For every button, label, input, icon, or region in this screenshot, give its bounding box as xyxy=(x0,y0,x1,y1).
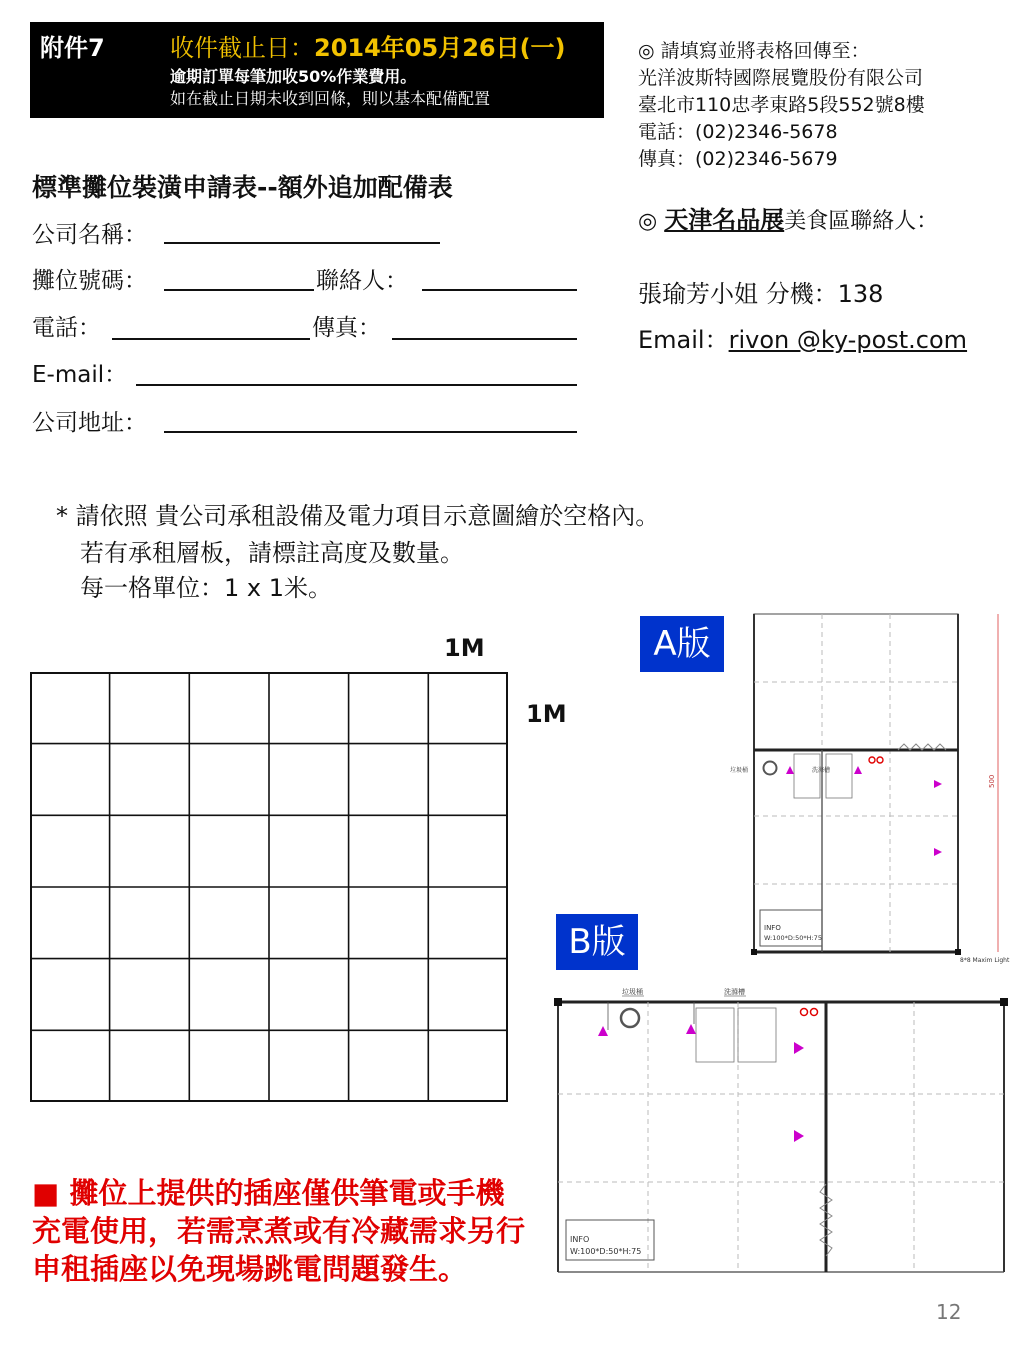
booth-no-label: 攤位號碼： xyxy=(32,268,147,294)
organizer-contact xyxy=(638,200,938,235)
note-line-3: 每一格單位：1 x 1米。 xyxy=(80,574,332,602)
email-label: Email： xyxy=(638,326,729,354)
company-name-label: 公司名稱： xyxy=(32,222,147,248)
deadline-label: 收件截止日： xyxy=(170,34,314,62)
plug-icon xyxy=(801,1009,808,1016)
page-number: 12 xyxy=(936,1300,962,1324)
plug-icon xyxy=(877,757,883,763)
contact-person-label: 聯絡人： xyxy=(316,268,408,294)
plan-b-badge: B版 xyxy=(556,914,638,970)
return-contact xyxy=(638,38,925,173)
contact-person-field[interactable] xyxy=(422,289,577,291)
grid-side-label: 1M xyxy=(526,700,567,728)
fax-label: 傳真： xyxy=(312,315,381,341)
default-config-note: 如在截止日期未收到回條，則以基本配備配置 xyxy=(170,89,491,108)
plan-a-diagram xyxy=(728,604,1020,966)
contact-person: 張瑜芳小姐 分機：138 xyxy=(638,280,884,308)
socket-icon xyxy=(794,1130,804,1142)
socket-icon xyxy=(934,780,942,788)
drawing-grid[interactable] xyxy=(30,672,508,1102)
grid-lines xyxy=(30,672,508,1102)
socket-icon xyxy=(598,1026,608,1036)
note-line-1: * 請依照 貴公司承租設備及電力項目示意圖繪於空格內。 xyxy=(56,502,660,530)
company-phone: 電話：(02)2346-5678 xyxy=(638,121,838,143)
email-field-label: E-mail： xyxy=(32,362,128,388)
plan-a-info-size: W:100*D:50*H:75 xyxy=(764,934,822,942)
plan-b-trash-label: 垃圾桶 xyxy=(622,988,643,996)
company-fax: 傳真：(02)2346-5679 xyxy=(638,148,838,170)
email-link[interactable]: rivon @ky-post.com xyxy=(728,326,968,354)
event-name: 天津名品展 xyxy=(664,206,785,234)
note-line-2: 若有承租層板，請標註高度及數量。 xyxy=(80,539,464,567)
socket-icon xyxy=(786,766,794,774)
company-address: 臺北市110忠孝東路5段552號8樓 xyxy=(638,94,925,116)
socket-icon xyxy=(934,848,942,856)
return-instruction: ◎ 請填寫並將表格回傳至： xyxy=(638,40,870,62)
socket-icon xyxy=(794,1042,804,1054)
form-title: 標準攤位裝潢申請表--額外追加配備表 xyxy=(32,173,453,202)
socket-icon xyxy=(686,1024,696,1034)
socket-warning: ■ 攤位上提供的插座僅供筆電或手機充電使用，若需烹煮或有冷藏需求另行申租插座以免現場跳電問題發生。 xyxy=(32,1176,526,1286)
contact-email xyxy=(638,320,967,355)
grid-top-label: 1M xyxy=(444,634,485,662)
header-banner xyxy=(30,22,604,118)
sink-icon xyxy=(738,1008,776,1062)
deadline-date: 2014年05月26日(一) xyxy=(314,34,566,62)
plan-b-sink-label: 洗滌槽 xyxy=(724,988,745,996)
sink-icon xyxy=(696,1008,734,1062)
plug-icon xyxy=(811,1009,818,1016)
email-field[interactable] xyxy=(136,384,577,386)
plan-a-info-title: INFO xyxy=(764,924,781,932)
booth-no-field[interactable] xyxy=(164,289,314,291)
attachment-tag: 附件7 xyxy=(40,34,105,62)
sink-icon xyxy=(794,754,820,798)
fax-field[interactable] xyxy=(392,338,577,340)
trash-bin-icon xyxy=(621,1009,639,1027)
phone-label: 電話： xyxy=(32,315,101,341)
sink-icon xyxy=(826,754,852,798)
phone-field[interactable] xyxy=(112,338,310,340)
plug-icon xyxy=(869,757,875,763)
late-fee-note: 逾期訂單每筆加收50%作業費用。 xyxy=(170,67,417,86)
plan-b-info-size: W:100*D:50*H:75 xyxy=(570,1247,642,1256)
plan-b-info-title: INFO xyxy=(570,1235,590,1244)
trash-bin-icon xyxy=(764,762,777,775)
plan-a-maxim-label: 8*8 Maxim Light xyxy=(960,957,1010,964)
plan-a-trash-label: 垃圾桶 xyxy=(730,767,749,774)
socket-icon xyxy=(854,766,862,774)
plan-a-sink-label: 洗滌槽 xyxy=(812,767,831,774)
organizer-prefix: ◎ xyxy=(638,209,665,234)
organizer-suffix: 美食區聯絡人： xyxy=(784,209,939,234)
plan-b-diagram xyxy=(544,984,1016,1284)
deadline xyxy=(170,28,566,63)
company-name: 光洋波斯特國際展覽股份有限公司 xyxy=(638,67,924,89)
company-name-field[interactable] xyxy=(164,242,440,244)
plan-a-dimension: 500 xyxy=(988,774,996,788)
plan-a-badge: A版 xyxy=(640,616,724,672)
address-field[interactable] xyxy=(164,431,577,433)
address-label: 公司地址： xyxy=(32,410,147,436)
